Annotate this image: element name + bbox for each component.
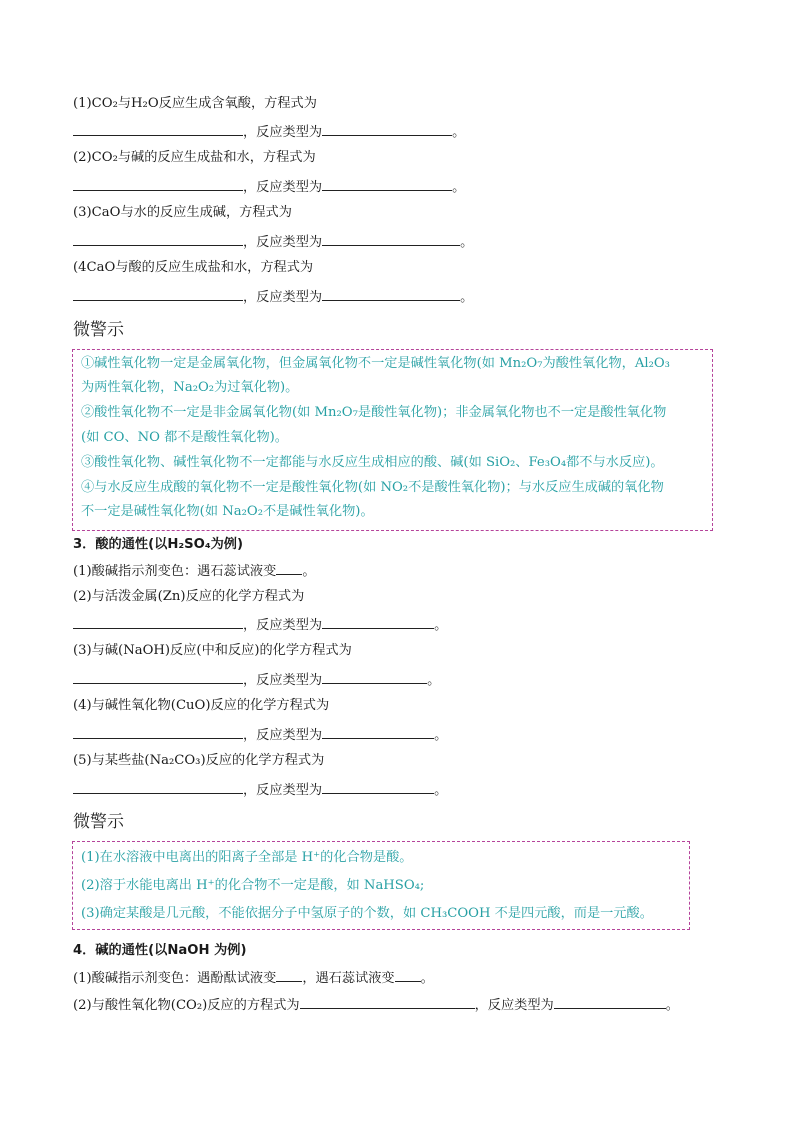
tip-line: 不一定是碱性氧化物(如 Na₂O₂不是碱性氧化物)。	[81, 504, 374, 519]
end-mark: 。	[434, 618, 448, 633]
reaction-type-blank[interactable]	[322, 669, 427, 684]
acid-question-5-answer-line	[73, 779, 447, 801]
question-1-prompt: (1)CO₂与H₂O反应生成含氧酸，方程式为	[73, 96, 317, 111]
reaction-type-blank[interactable]	[322, 121, 452, 136]
reaction-type-label: ，反应类型为	[243, 728, 323, 743]
base-q1-text-b: ，遇石蕊试液变	[302, 971, 395, 986]
color-blank[interactable]	[395, 967, 421, 982]
end-mark: 。	[427, 673, 441, 688]
equation-blank[interactable]	[300, 994, 475, 1009]
equation-blank[interactable]	[73, 231, 243, 246]
base-question-2	[73, 994, 679, 1016]
end-mark: 。	[665, 998, 679, 1013]
color-blank[interactable]	[276, 560, 302, 575]
acid-question-2-answer-line	[73, 614, 447, 636]
question-3-prompt: (3)CaO与水的反应生成碱，方程式为	[73, 205, 292, 220]
acid-question-5-prompt: (5)与某些盐(Na₂CO₃)反应的化学方程式为	[73, 753, 325, 768]
reaction-type-label: ，反应类型为	[474, 998, 554, 1013]
tip-line: (1)在水溶液中电离出的阳离子全部是 H⁺的化合物是酸。	[81, 850, 413, 865]
reaction-type-label: ，反应类型为	[243, 783, 323, 798]
base-q1-text: (1)酸碱指示剂变色：遇酚酞试液变	[73, 971, 277, 986]
question-4-prompt: (4CaO与酸的反应生成盐和水，方程式为	[73, 260, 314, 275]
tip-line: 为两性氧化物，Na₂O₂为过氧化物)。	[81, 380, 299, 395]
reaction-type-label: ，反应类型为	[243, 125, 323, 140]
acid-question-3-prompt: (3)与碱(NaOH)反应(中和反应)的化学方程式为	[73, 643, 352, 658]
equation-blank[interactable]	[73, 779, 243, 794]
tip-box	[72, 841, 690, 930]
reaction-type-label: ，反应类型为	[243, 180, 323, 195]
section-heading-base: 4．碱的通性(以NaOH 为例)	[73, 943, 247, 958]
tip-line: ①碱性氧化物一定是金属氧化物，但金属氧化物不一定是碱性氧化物(如 Mn₂O₇为酸性氧化物，Al₂O₃	[81, 356, 670, 371]
reaction-type-blank[interactable]	[554, 994, 666, 1009]
tip-line: (如 CO、NO 都不是酸性氧化物)。	[81, 430, 288, 445]
question-4-answer-line	[73, 286, 473, 308]
question-2-prompt: (2)CO₂与碱的反应生成盐和水，方程式为	[73, 150, 316, 165]
color-blank[interactable]	[276, 967, 302, 982]
equation-blank[interactable]	[73, 121, 243, 136]
reaction-type-label: ，反应类型为	[243, 290, 323, 305]
reaction-type-blank[interactable]	[322, 614, 434, 629]
acid-question-4-prompt: (4)与碱性氧化物(CuO)反应的化学方程式为	[73, 698, 330, 713]
base-q2-text: (2)与酸性氧化物(CO₂)反应的方程式为	[73, 998, 300, 1013]
acid-q1-text: (1)酸碱指示剂变色：遇石蕊试液变	[73, 564, 277, 579]
reaction-type-blank[interactable]	[322, 286, 460, 301]
acid-question-1	[73, 560, 316, 582]
equation-blank[interactable]	[73, 286, 243, 301]
end-mark: 。	[452, 180, 466, 195]
reaction-type-label: ，反应类型为	[243, 235, 323, 250]
base-question-1	[73, 967, 434, 989]
equation-blank[interactable]	[73, 669, 243, 684]
end-mark: 。	[302, 564, 316, 579]
reaction-type-blank[interactable]	[322, 724, 434, 739]
reaction-type-blank[interactable]	[322, 231, 460, 246]
tip-line: ③酸性氧化物、碱性氧化物不一定都能与水反应生成相应的酸、碱(如 SiO₂、Fe₃O₄都不与水反应)。	[81, 455, 664, 470]
tip-line: (3)确定某酸是几元酸，不能依据分子中氢原子的个数，如 CH₃COOH 不是四元酸，而是一元酸。	[81, 906, 653, 921]
tip-box	[72, 349, 713, 531]
equation-blank[interactable]	[73, 724, 243, 739]
equation-blank[interactable]	[73, 614, 243, 629]
end-mark: 。	[452, 125, 466, 140]
acid-question-2-prompt: (2)与活泼金属(Zn)反应的化学方程式为	[73, 589, 305, 604]
reaction-type-label: ，反应类型为	[243, 618, 323, 633]
tip-title: 微警示	[73, 320, 124, 340]
section-heading-acid: 3．酸的通性(以H₂SO₄为例)	[73, 537, 244, 552]
question-3-answer-line	[73, 231, 473, 253]
reaction-type-blank[interactable]	[322, 176, 452, 191]
end-mark: 。	[420, 971, 434, 986]
reaction-type-label: ，反应类型为	[243, 673, 323, 688]
tip-line: ②酸性氧化物不一定是非金属氧化物(如 Mn₂O₇是酸性氧化物)；非金属氧化物也不一定是酸性氧化物	[81, 405, 667, 420]
end-mark: 。	[460, 235, 474, 250]
equation-blank[interactable]	[73, 176, 243, 191]
tip-title: 微警示	[73, 812, 124, 832]
end-mark: 。	[434, 783, 448, 798]
end-mark: 。	[434, 728, 448, 743]
reaction-type-blank[interactable]	[322, 779, 434, 794]
tip-line: ④与水反应生成酸的氧化物不一定是酸性氧化物(如 NO₂不是酸性氧化物)；与水反应生成碱的氧化物	[81, 480, 664, 495]
acid-question-4-answer-line	[73, 724, 447, 746]
question-2-answer-line	[73, 176, 465, 198]
acid-question-3-answer-line	[73, 669, 440, 691]
end-mark: 。	[460, 290, 474, 305]
tip-line: (2)溶于水能电离出 H⁺的化合物不一定是酸，如 NaHSO₄;	[81, 878, 425, 893]
question-1-answer-line	[73, 121, 465, 143]
